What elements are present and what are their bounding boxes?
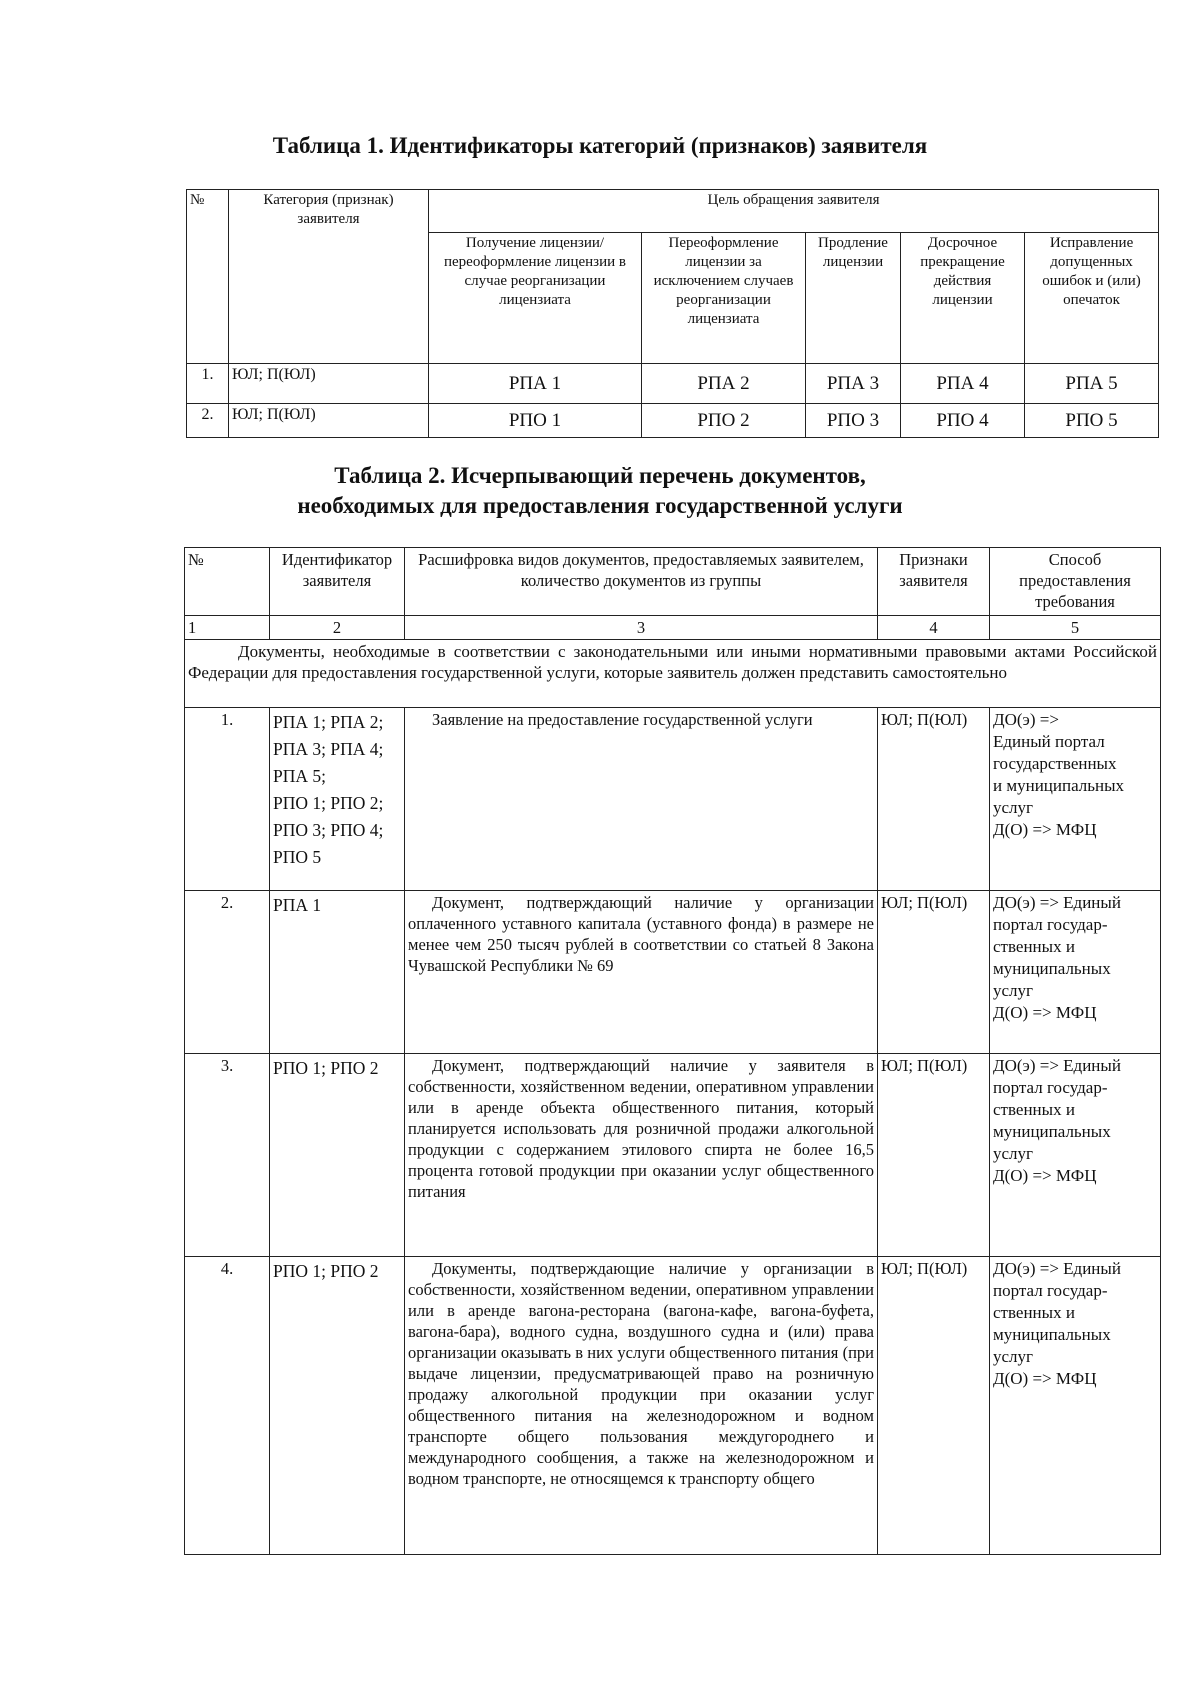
t2-row-signs: ЮЛ; П(ЮЛ) (878, 1257, 990, 1555)
t1-code: РПА 2 (642, 364, 806, 404)
t1-row-num: 2. (187, 404, 229, 438)
t1-row-1 (187, 364, 1159, 404)
t2-row-method (990, 708, 1161, 891)
t2-row-3 (185, 1054, 1161, 1257)
t2-method-line: портал государ- (993, 1281, 1108, 1300)
t2-row-desc: Документ, подтверждающий наличие у организации оплаченного уставного капитала (уставного фонда) в размере не менее чем 250 тысяч рублей в соответствии со статьей 8 Закона Чувашской Республики № 69 (405, 891, 878, 1054)
t2-row-method (990, 1257, 1161, 1555)
t2-header-desc: Расшифровка видов документов, предоставляемых заявителем, количество документов из группы (405, 548, 878, 616)
t2-id-line: РПО 1; РПО 2 (273, 1261, 379, 1281)
t1-header-category: Категория (признак) заявителя (229, 190, 429, 364)
t1-code: РПА 1 (429, 364, 642, 404)
t1-code: РПА 3 (806, 364, 901, 404)
t2-method-line: услуг (993, 1347, 1034, 1366)
t2-colnum: 4 (878, 616, 990, 640)
t2-method-line: услуг (993, 798, 1034, 817)
t2-method-line: ственных и (993, 1303, 1075, 1322)
t2-colnum-row (185, 616, 1161, 640)
t2-method-line: муниципальных (993, 959, 1111, 978)
t2-row-desc: Документ, подтверждающий наличие у заявителя в собственности, хозяйственном ведении, оперативном управлении или в аренде объекта общественного питания, который планируется использовать для розничной продажи алкогольной продукции с содержанием этилового спирта не более 16,5 процента готовой продукции при оказании услуг общественного питания (405, 1054, 878, 1257)
t2-row-num: 3. (185, 1054, 270, 1257)
t2-method-line: ственных и (993, 937, 1075, 956)
t2-colnum: 2 (270, 616, 405, 640)
t2-row-ids (270, 1054, 405, 1257)
t1-code: РПО 3 (806, 404, 901, 438)
t1-header-purpose: Цель обращения заявителя (429, 190, 1159, 233)
t2-row-method (990, 891, 1161, 1054)
t2-row-num: 2. (185, 891, 270, 1054)
t2-row-ids (270, 1257, 405, 1555)
t1-row-2 (187, 404, 1159, 438)
t2-method-line: услуг (993, 1144, 1034, 1163)
t1-header-sub-1: Получение лицензии/переоформление лицензии в случае реорганизации лицензиата (429, 233, 642, 364)
t2-row-desc: Заявление на предоставление государственной услуги (405, 708, 878, 891)
t1-code: РПО 4 (901, 404, 1025, 438)
t2-header-signs: Признаки заявителя (878, 548, 990, 616)
t2-method-line: портал государ- (993, 915, 1108, 934)
t1-code: РПО 5 (1025, 404, 1159, 438)
t2-method-line: услуг (993, 981, 1034, 1000)
t1-header-sub-4: Досрочное прекращение действия лицензии (901, 233, 1025, 364)
t2-row-1 (185, 708, 1161, 891)
t2-id-line: РПО 1; РПО 2 (273, 1058, 379, 1078)
t2-header-method: Способ предоставления требования (990, 548, 1161, 616)
t2-row-signs: ЮЛ; П(ЮЛ) (878, 1054, 990, 1257)
t1-code: РПА 4 (901, 364, 1025, 404)
t2-header-row (185, 548, 1161, 616)
t2-method-line: ДО(э) => Единый (993, 893, 1121, 912)
t2-id-line: РПО 1; РПО 2; (273, 793, 384, 813)
t2-method-line: муниципальных (993, 1325, 1111, 1344)
t1-code: РПО 2 (642, 404, 806, 438)
t2-method-line: муниципальных (993, 1122, 1111, 1141)
t1-header-num: № (187, 190, 229, 364)
t2-method-line: ДО(э) => Единый (993, 1056, 1121, 1075)
t2-row-desc: Документы, подтверждающие наличие у организации в собственности, хозяйственном ведении, оперативном управлении или в аренде вагона-ресторана (вагона-кафе, вагона-буфета, вагона-бара), водного судна, воздушного судна и (или) права организации оказывать в них услуги общественного питания (при выдаче лицензии, предусматривающей право на розничную продажу алкогольной продукции при оказании услуг общественного питания на железнодорожном и водном транспорте общего пользования междугороднего и международного сообщения, а также на железнодорожном и водном транспорте, не относящемся к транспорту общего (405, 1257, 878, 1555)
t2-colnum: 5 (990, 616, 1161, 640)
t2-id-line: РПА 1; РПА 2; (273, 712, 384, 732)
t2-row-ids (270, 891, 405, 1054)
t1-code: РПА 5 (1025, 364, 1159, 404)
t2-colnum: 1 (185, 616, 270, 640)
t2-method-line: ственных и (993, 1100, 1075, 1119)
t2-method-line: государственных (993, 754, 1117, 773)
t2-method-line: Единый портал (993, 732, 1105, 751)
t1-header-sub-3: Продление лицензии (806, 233, 901, 364)
t2-id-line: РПА 3; РПА 4; (273, 739, 384, 759)
table1-title: Таблица 1. Идентификаторы категорий (признаков) заявителя (272, 133, 928, 158)
t2-method-line: Д(О) => МФЦ (993, 1003, 1097, 1022)
t1-code: РПО 1 (429, 404, 642, 438)
t1-row-num: 1. (187, 364, 229, 404)
table2 (184, 547, 1161, 1555)
t1-header-sub-5: Исправление допущенных ошибок и (или) опечаток (1025, 233, 1159, 364)
t2-method-line: и муниципальных (993, 776, 1125, 795)
t2-row-num: 4. (185, 1257, 270, 1555)
t2-section-row (185, 640, 1161, 708)
t2-row-4 (185, 1257, 1161, 1555)
table2-title-line1: Таблица 2. Исчерпывающий перечень документов, (334, 463, 866, 488)
table2-title-line2: необходимых для предоставления государственной услуги (297, 493, 903, 518)
t2-row-2 (185, 891, 1161, 1054)
t2-method-line: Д(О) => МФЦ (993, 820, 1097, 839)
t2-method-line: ДО(э) => (993, 710, 1059, 729)
t2-header-num: № (185, 548, 270, 616)
table1 (186, 189, 1159, 438)
t2-id-line: РПА 1 (273, 895, 322, 915)
t2-id-line: РПО 3; РПО 4; (273, 820, 384, 840)
t2-colnum: 3 (405, 616, 878, 640)
t1-header-sub-2: Переоформление лицензии за исключением случаев реорганизации лицензиата (642, 233, 806, 364)
t2-row-signs: ЮЛ; П(ЮЛ) (878, 891, 990, 1054)
t2-method-line: ДО(э) => Единый (993, 1259, 1121, 1278)
t1-row-category: ЮЛ; П(ЮЛ) (229, 364, 429, 404)
t2-row-method (990, 1054, 1161, 1257)
t2-row-signs: ЮЛ; П(ЮЛ) (878, 708, 990, 891)
t2-method-line: Д(О) => МФЦ (993, 1166, 1097, 1185)
t2-method-line: портал государ- (993, 1078, 1108, 1097)
t2-id-line: РПО 5 (273, 847, 322, 867)
t2-section-heading: Документы, необходимые в соответствии с законодательными или иными нормативными правовыми актами Российской Федерации для предоставления государственной услуги, которые заявитель должен представить самостоятельно (185, 640, 1161, 708)
t1-row-category: ЮЛ; П(ЮЛ) (229, 404, 429, 438)
t2-header-id: Идентификатор заявителя (270, 548, 405, 616)
t2-row-num: 1. (185, 708, 270, 891)
t2-row-ids (270, 708, 405, 891)
t2-method-line: Д(О) => МФЦ (993, 1369, 1097, 1388)
t2-id-line: РПА 5; (273, 766, 326, 786)
